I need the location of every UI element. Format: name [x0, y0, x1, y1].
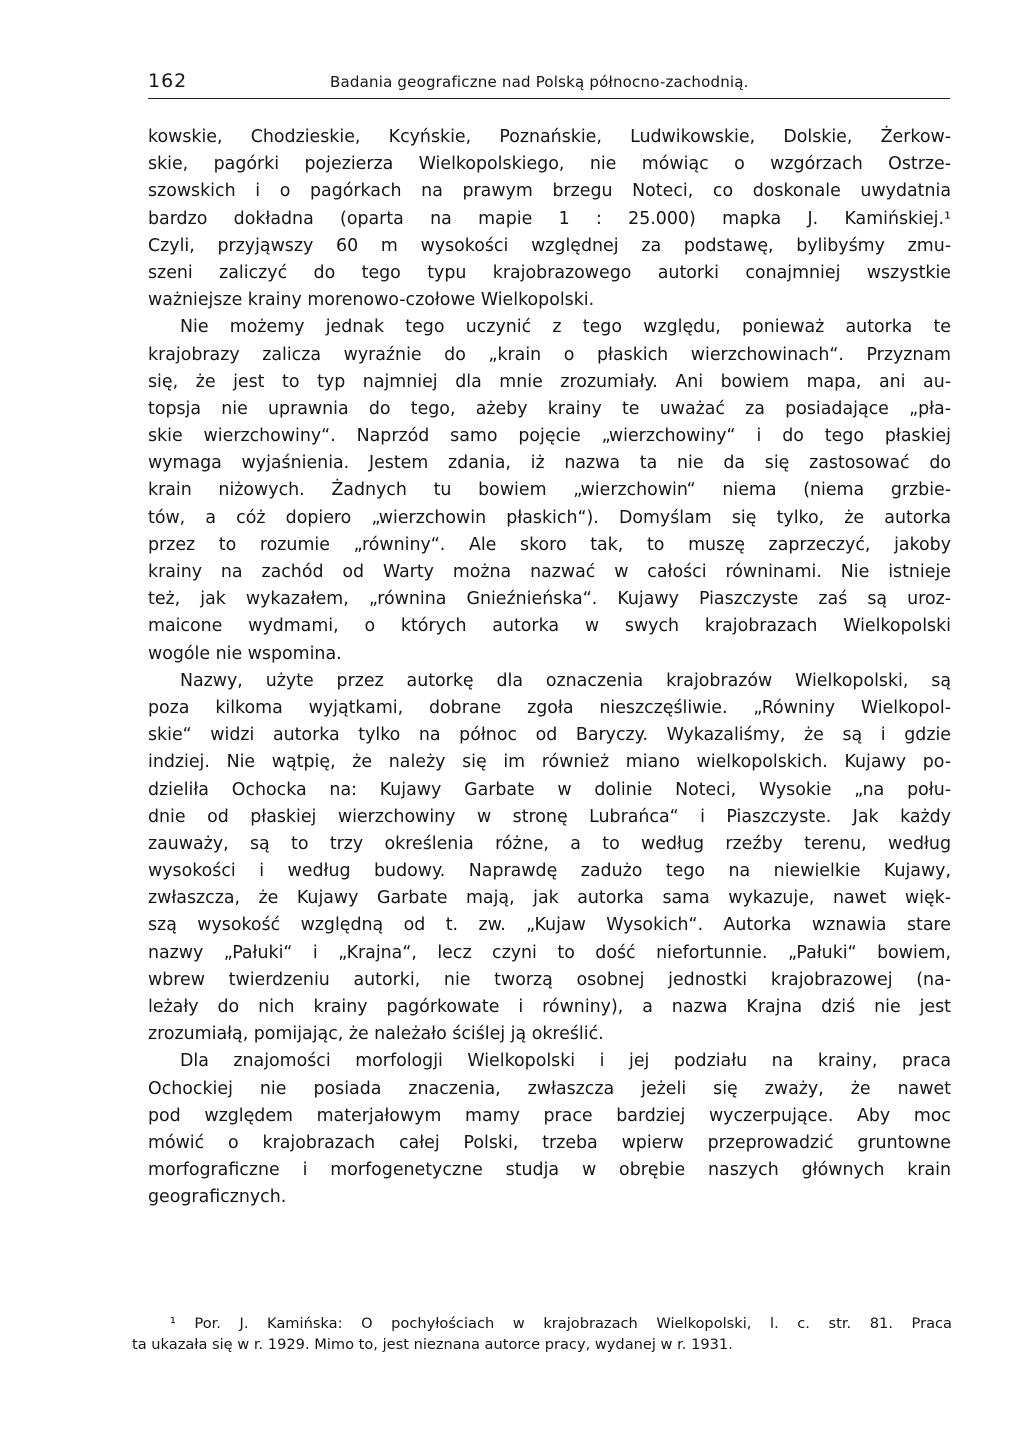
text-line: poza kilkoma wyjątkami, dobrane zgoła nieszczęśliwie. „Równiny Wielkopol-: [148, 697, 951, 718]
footnotes: [132, 1313, 952, 1355]
text-line: wysokości i według budowy. Naprawdę zadużo tego na niewielkie Kujawy,: [148, 861, 951, 882]
text-line: ważniejsze krainy morenowo-czołowe Wielkopolski.: [148, 290, 595, 311]
text-line: zauważy, są to trzy określenia różne, a to według rzeźby terenu, według: [148, 833, 951, 854]
text-line: skie wierzchowiny“. Naprzód samo pojęcie „wierzchowiny“ i do tego płaskiej: [148, 426, 951, 447]
footnote-line: ta ukazała się w r. 1929. Mimo to, jest nieznana autorce pracy, wydanej w r. 1931.: [132, 1336, 733, 1353]
text-line: Czyli, przyjąwszy 60 m wysokości względnej za podstawę, bylibyśmy zmu-: [148, 235, 951, 256]
text-line: leżały do nich krainy pagórkowate i równiny), a nazwa Krajna dziś nie jest: [148, 997, 951, 1017]
text-line: szowskich i o pagórkach na prawym brzegu Noteci, co doskonale uwydatnia: [148, 181, 951, 202]
text-line: krain niżowych. Żadnych tu bowiem „wierzchowin“ niema (niema grzbie-: [148, 480, 951, 501]
text-line: Nazwy, użyte przez autorkę dla oznaczenia krajobrazów Wielkopolski, są: [180, 670, 951, 691]
header-rule: [148, 98, 950, 99]
text-line: przez to rozumie „równiny“. Ale skoro tak, to muszę zaprzeczyć, jakoby: [148, 534, 951, 555]
text-line: indziej. Nie wątpię, że należy się im również miano wielkopolskich. Kujawy po-: [148, 752, 951, 773]
running-title: Badania geograficzne nad Polską północno-zachodnią.: [330, 73, 749, 91]
text-line: nazwy „Pałuki“ i „Krajna“, lecz czyni to dość niefortunnie. „Pałuki“ bowiem,: [148, 942, 951, 963]
text-line: dzieliła Ochocka na: Kujawy Garbate w dolinie Noteci, Wysokie „na połu-: [148, 779, 951, 800]
page-number: 162: [148, 70, 188, 92]
text-line: skie, pagórki pojezierza Wielkopolskiego, nie mówiąc o wzgórzach Ostrze-: [148, 154, 951, 175]
footnote-line: ¹ Por. J. Kamińska: O pochyłościach w krajobrazach Wielkopolski, l. c. str. 81. Praca: [170, 1315, 952, 1332]
text-line: zwłaszcza, że Kujawy Garbate mają, jak autorka sama wykazuje, nawet więk-: [148, 888, 951, 909]
text-line: geograficznych.: [148, 1187, 287, 1208]
text-line: krainy na zachód od Warty można nazwać w całości równinami. Nie istnieje: [148, 562, 951, 582]
body-text: [148, 124, 951, 1212]
text-line: Dla znajomości morfologji Wielkopolski i jej podziału na krainy, praca: [180, 1051, 951, 1072]
text-line: kowskie, Chodzieskie, Kcyńskie, Poznańskie, Ludwikowskie, Dolskie, Żerkow-: [148, 127, 951, 147]
text-line: szą wysokość względną od t. zw. „Kujaw Wysokich“. Autorka wznawia stare: [148, 915, 951, 936]
text-line: bardzo dokładna (oparta na mapie 1 : 25.000) mapka J. Kamińskiej.¹: [148, 208, 951, 229]
text-line: pod względem materjałowym mamy prace bardziej wyczerpujące. Aby moc: [148, 1105, 951, 1126]
text-line: dnie od płaskiej wierzchowiny w stronę Lubrańca“ i Piaszczyste. Jak każdy: [148, 806, 951, 827]
text-line: morfograficzne i morfogenetyczne studja w obrębie naszych głównych krain: [148, 1160, 951, 1181]
text-line: się, że jest to typ najmniej dla mnie zrozumiały. Ani bowiem mapa, ani au-: [148, 371, 951, 392]
text-line: tów, a cóż dopiero „wierzchowin płaskich“). Domyślam się tylko, że autorka: [148, 507, 951, 528]
text-line: wbrew twierdzeniu autorki, nie tworzą osobnej jednostki krajobrazowej (na-: [148, 969, 951, 990]
text-line: też, jak wykazałem, „równina Gnieźnieńska“. Kujawy Piaszczyste zaś są uroz-: [148, 589, 951, 610]
text-line: wymaga wyjaśnienia. Jestem zdania, iż nazwa ta nie da się zastosować do: [148, 453, 951, 474]
text-line: topsja nie uprawnia do tego, ażeby krainy te uważać za posiadające „pła-: [148, 398, 951, 419]
text-line: Nie możemy jednak tego uczynić z tego względu, ponieważ autorka te: [180, 317, 951, 338]
page-header: [148, 70, 950, 96]
text-line: zrozumiałą, pomijając, że należało ściślej ją określić.: [148, 1024, 604, 1045]
text-line: mówić o krajobrazach całej Polski, trzeba wpierw przeprowadzić gruntowne: [148, 1132, 951, 1153]
text-line: krajobrazy zalicza wyraźnie do „krain o płaskich wierzchowinach“. Przyznam: [148, 344, 951, 365]
text-line: skie“ widzi autorka tylko na północ od Baryczy. Wykazaliśmy, że są i gdzie: [148, 725, 951, 746]
text-line: szeni zaliczyć do tego typu krajobrazowego autorki conajmniej wszystkie: [148, 262, 951, 283]
text-line: maicone wydmami, o których autorka w swych krajobrazach Wielkopolski: [148, 616, 951, 637]
text-line: Ochockiej nie posiada znaczenia, zwłaszcza jeżeli się zważy, że nawet: [148, 1078, 951, 1099]
text-line: wogóle nie wspomina.: [148, 643, 342, 664]
